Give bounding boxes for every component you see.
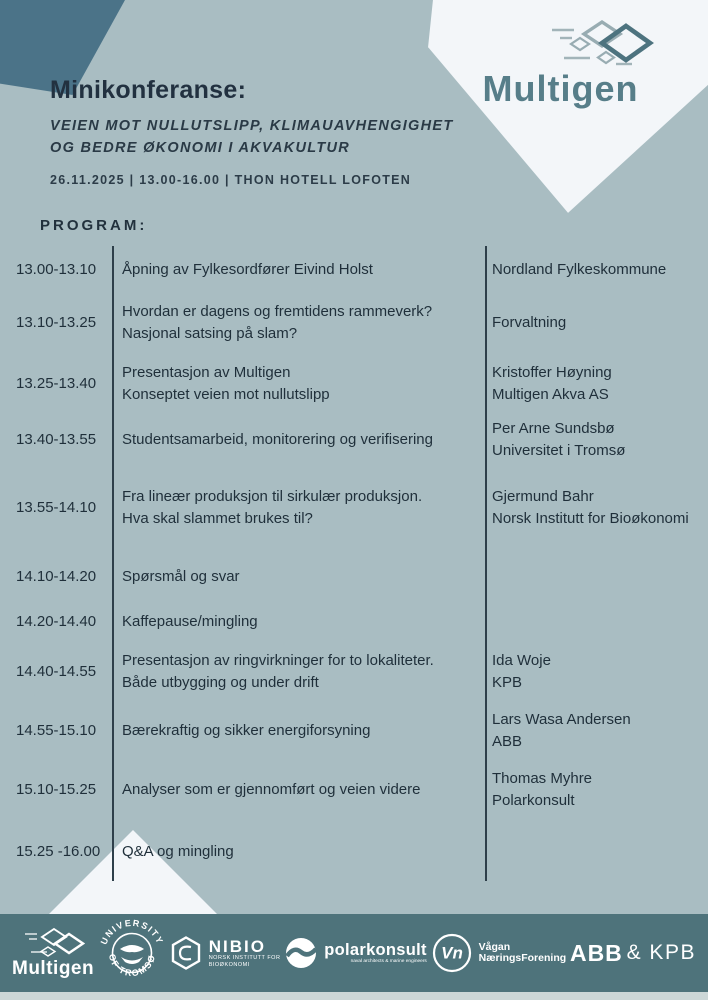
program-row: [0, 481, 708, 535]
program-topic: [122, 604, 480, 640]
time-text: 13.00-13.10: [16, 261, 97, 278]
nibio-cube-icon: [170, 935, 202, 971]
program-topic: [122, 413, 480, 467]
program-row: [0, 834, 708, 870]
speaker-line: Nordland Fylkeskommune: [492, 261, 667, 278]
program-row: [0, 357, 708, 411]
polarkonsult-wordmark: polarkonsult: [324, 940, 427, 959]
program-topic: [122, 645, 480, 699]
topic-line: Åpning av Fylkesordfører Eivind Holst: [122, 261, 373, 278]
topic-line: Både utbygging og under drift: [122, 674, 319, 691]
topic-line: Studentsamarbeid, monitorering og verifisering: [122, 431, 433, 448]
svg-text:OF TROMSØ: [107, 953, 157, 979]
program-speaker: [492, 763, 700, 817]
time-text: 14.55-15.10: [16, 722, 97, 739]
vn-monogram-text: Vn: [440, 943, 463, 963]
speaker-line: Ida Woje: [492, 652, 551, 669]
program-topic: [122, 704, 480, 758]
program-time: [16, 604, 110, 640]
multigen-diamonds-icon: [550, 18, 655, 68]
program-row: [0, 763, 708, 817]
multigen-wordmark: Multigen: [482, 68, 639, 109]
program-speaker: [492, 645, 700, 699]
program-topic: [122, 357, 480, 411]
university-of-tromso-seal-icon: [98, 919, 166, 987]
program-row: [0, 645, 708, 699]
speaker-line: Polarkonsult: [492, 792, 575, 809]
program-speaker: [492, 481, 700, 535]
program-time: [16, 481, 110, 535]
page-title: Minikonferanse:: [50, 76, 247, 104]
partner-logo-bar: [0, 914, 708, 992]
seal-arc-bottom-text: OF TROMSØ: [106, 952, 158, 979]
subtitle-line: OG BEDRE ØKONOMI I AKVAKULTUR: [50, 140, 351, 156]
topic-line: Analyser som er gjennomført og veien videre: [122, 781, 421, 798]
program-topic: [122, 559, 480, 595]
program-speaker: [492, 604, 700, 640]
svg-text:UNIVERSITY: [98, 919, 165, 946]
seal-arc-top-text: UNIVERSITY: [98, 919, 166, 947]
bottom-edge-strip: [0, 992, 708, 1000]
program-row: [0, 252, 708, 288]
topic-line: Presentasjon av ringvirkninger for to lokaliteter.: [122, 652, 434, 669]
polarkonsult-wave-icon: [284, 936, 318, 970]
topic-line: Hva skal slammet brukes til?: [122, 510, 313, 527]
topic-line: Kaffepause/mingling: [122, 613, 258, 630]
speaker-line: Universitet i Tromsø: [492, 442, 626, 459]
speaker-line: Thomas Myhre: [492, 770, 593, 787]
footer-logo-university-of-tromso: [98, 919, 166, 987]
time-text: 14.40-14.55: [16, 663, 97, 680]
time-text: 14.10-14.20: [16, 568, 97, 585]
program-topic: [122, 296, 480, 350]
vagan-text-block: [479, 942, 567, 965]
program-topic: [122, 481, 480, 535]
program-time: [16, 645, 110, 699]
topic-line: Q&A og mingling: [122, 843, 234, 860]
footer-logo-vagan-naeringsforening: [431, 932, 567, 974]
time-text: 13.55-14.10: [16, 499, 97, 516]
time-text: 13.10-13.25: [16, 314, 97, 331]
page-subtitle: [50, 115, 470, 159]
nibio-subtitle: NORSK INSTITUTT FOR: [208, 955, 281, 961]
speaker-line: Gjermund Bahr: [492, 488, 594, 505]
program-topic: [122, 763, 480, 817]
program-speaker: [492, 252, 700, 288]
topic-line: Spørsmål og svar: [122, 568, 240, 585]
topic-line: Fra lineær produksjon til sirkulær produksjon.: [122, 488, 423, 505]
topic-line: Presentasjon av Multigen: [122, 364, 291, 381]
speaker-line: Kristoffer Høyning: [492, 364, 612, 381]
program-row: [0, 704, 708, 758]
footer-logo-polarkonsult: [284, 936, 427, 970]
speaker-line: Forvaltning: [492, 314, 567, 331]
polarkonsult-text-block: [324, 942, 427, 965]
speaker-line: KPB: [492, 674, 523, 691]
program-row: [0, 296, 708, 350]
vagan-naeringsforening-monogram-icon: [431, 932, 473, 974]
polarkonsult-subtitle: naval architects & marine engineers: [350, 958, 427, 964]
nibio-wordmark: NIBIO: [208, 937, 266, 956]
time-text: 15.25 -16.00: [16, 843, 101, 860]
program-time: [16, 357, 110, 411]
program-time: [16, 559, 110, 595]
multigen-diamonds-icon: [21, 927, 85, 957]
vagan-line: Vågan: [478, 940, 511, 953]
topic-line: Hvordan er dagens og fremtidens rammeverk?: [122, 303, 433, 320]
footer-logo-abb: ABB: [569, 939, 623, 966]
nibio-subtitle: BIOØKONOMI: [208, 961, 250, 968]
program-time: [16, 704, 110, 758]
program-time: [16, 296, 110, 350]
vagan-line: NæringsForening: [478, 952, 567, 964]
topic-line: Nasjonal satsing på slam?: [122, 325, 298, 342]
speaker-line: Per Arne Sundsbø: [492, 420, 615, 437]
topic-line: Konseptet veien mot nullutslipp: [122, 386, 330, 403]
footer-logo-kpb: & KPB: [626, 941, 696, 964]
program-time: [16, 413, 110, 467]
subtitle-line: VEIEN MOT NULLUTSLIPP, KLIMAUAVHENGIGHET: [50, 118, 454, 134]
program-speaker: [492, 559, 700, 595]
time-text: 15.10-15.25: [16, 781, 97, 798]
speaker-line: Norsk Institutt for Bioøkonomi: [492, 510, 689, 527]
header-block: [50, 76, 470, 187]
time-text: 13.40-13.55: [16, 431, 97, 448]
nibio-text-block: [209, 938, 281, 968]
event-date-location: 26.11.2025 | 13.00-16.00 | THON HOTELL LOFOTEN: [50, 173, 412, 187]
multigen-footer-wordmark: Multigen: [12, 957, 95, 979]
program-speaker: [492, 704, 700, 758]
program-speaker: [492, 413, 700, 467]
program-time: [16, 834, 110, 870]
program-speaker: [492, 357, 700, 411]
program-topic: [122, 834, 480, 870]
program-heading: PROGRAM:: [40, 217, 148, 234]
program-speaker: [492, 296, 700, 350]
time-text: 13.25-13.40: [16, 375, 97, 392]
program-time: [16, 763, 110, 817]
program-speaker: [492, 834, 700, 870]
program-row: [0, 413, 708, 467]
program-row: [0, 604, 708, 640]
speaker-line: Multigen Akva AS: [492, 386, 609, 403]
topic-line: Bærekraftig og sikker energiforsyning: [122, 722, 371, 739]
footer-logo-nibio: [170, 935, 281, 971]
footer-logo-multigen: [12, 927, 94, 980]
program-time: [16, 252, 110, 288]
program-row: [0, 559, 708, 595]
speaker-line: ABB: [492, 733, 523, 750]
time-text: 14.20-14.40: [16, 613, 97, 630]
speaker-line: Lars Wasa Andersen: [492, 711, 631, 728]
program-topic: [122, 252, 480, 288]
